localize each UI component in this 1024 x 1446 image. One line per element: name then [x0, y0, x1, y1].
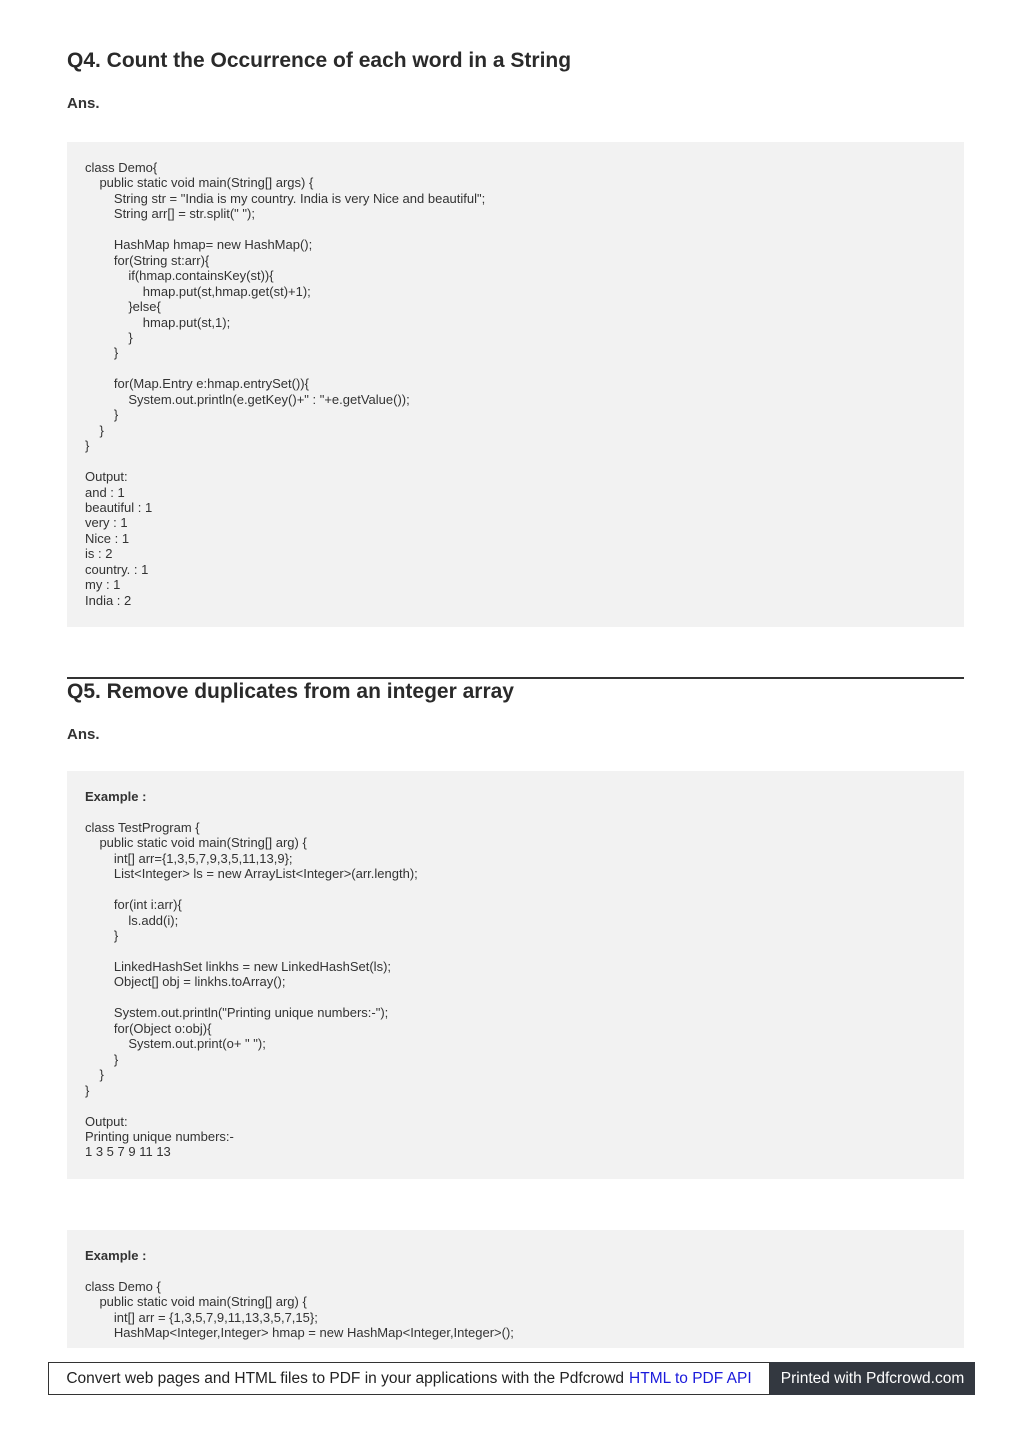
pdfcrowd-footer [48, 1362, 975, 1395]
q5-example2-label: Example : [85, 1248, 147, 1263]
q5-heading: Q5. Remove duplicates from an integer array [67, 680, 514, 703]
section-divider [67, 677, 964, 679]
q5-ans-label: Ans. [67, 726, 100, 743]
q4-ans-label: Ans. [67, 95, 100, 112]
q4-code: class Demo{ public static void main(String[] args) { String str = "India is my country. India is very Nice and beautiful"; String arr[] = str.split(" "); HashMap hmap= new HashMap(); for(String st:arr){ if(hmap.containsKey(st)){ hmap.put(st,hmap.get(st)+1); }else{ hmap.put(st,1); } } for(Map.Entry e:hmap.entrySet()){ System.out.println(e.getKey()+" : "+e.getValue()); } } } Output: and : 1 beautiful : 1 very : 1 Nice : 1 is : 2 country. : 1 my : 1 India : 2 [85, 160, 486, 608]
footer-banner [48, 1362, 770, 1395]
q4-code-block [67, 142, 964, 627]
q5-example1-block [67, 771, 964, 1179]
printed-with-pdfcrowd[interactable]: Printed with Pdfcrowd.com [770, 1362, 975, 1395]
q5-example1-code: class TestProgram { public static void main(String[] arg) { int[] arr={1,3,5,7,9,3,5,11,13,9}; List<Integer> ls = new ArrayList<Integer>(arr.length); for(int i:arr){ ls.add(i); } LinkedHashSet linkhs = new LinkedHashSet(ls); Object[] obj = linkhs.toArray(); System.out.println("Printing unique numbers:-"); for(Object o:obj){ System.out.print(o+ " "); } } } Output: Printing unique numbers:- 1 3 5 7 9 11 13 [85, 819, 418, 1160]
footer-text: Convert web pages and HTML files to PDF in your applications with the Pdfcrowd [66, 1369, 625, 1387]
html-to-pdf-api-link[interactable]: HTML to PDF API [629, 1369, 752, 1387]
q5-example2-code: class Demo { public static void main(String[] arg) { int[] arr = {1,3,5,7,9,11,13,3,5,7,15}; HashMap<Integer,Integer> hmap = new HashMap<Integer,Integer>(); [85, 1278, 514, 1341]
q5-example1-label: Example : [85, 789, 147, 804]
q5-example2-block [67, 1230, 964, 1348]
q4-heading: Q4. Count the Occurrence of each word in a String [67, 49, 572, 72]
